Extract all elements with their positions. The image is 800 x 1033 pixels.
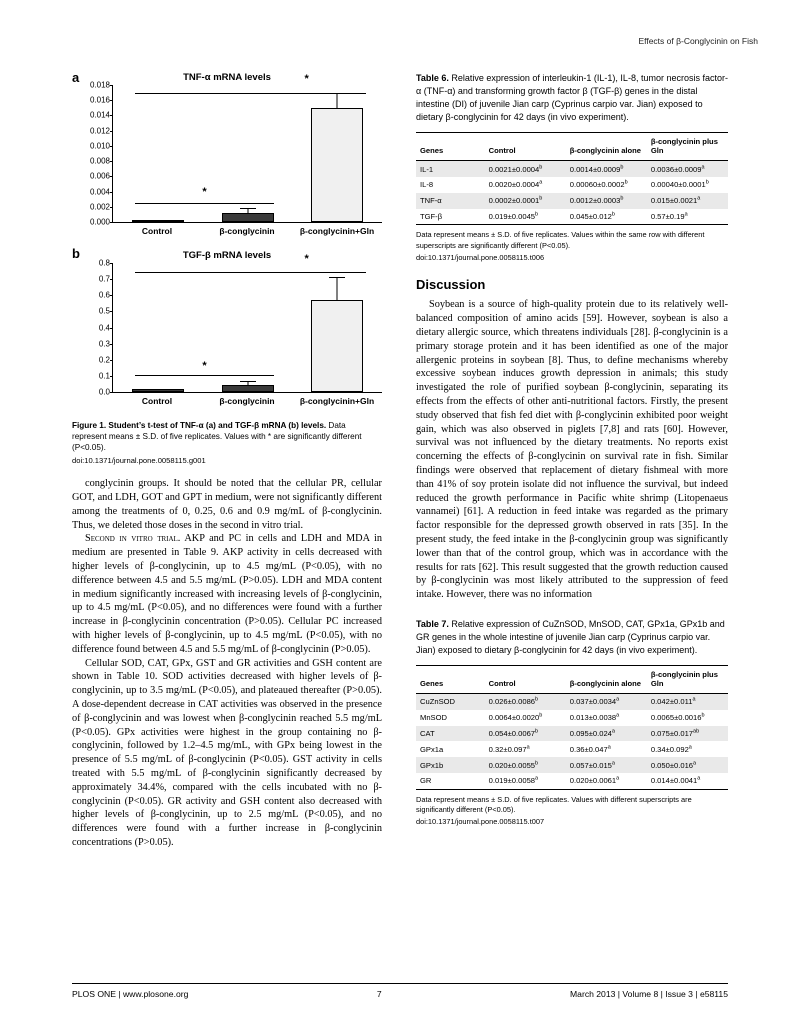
y-tick: 0.010: [89, 141, 110, 151]
table-row: [416, 757, 728, 773]
footer-issue: March 2013 | Volume 8 | Issue 3 | e58115: [570, 989, 728, 999]
significance-star: *: [202, 186, 207, 199]
table-6-label: Table 6.: [416, 73, 449, 83]
cell-value: 0.0014±0.0009$^b$: [566, 161, 647, 177]
bar-conglycinin: [222, 213, 274, 222]
cell-gene: GPx1b: [416, 757, 485, 773]
chart-b-bars: [113, 263, 382, 392]
y-tick: 0.0: [98, 387, 110, 397]
cell-value: 0.013±0.0038$^a$: [569, 712, 620, 723]
significance-bar: [135, 93, 366, 94]
y-tick: 0.016: [89, 95, 110, 105]
cell-value: 0.019±0.0045$^b$: [485, 209, 566, 225]
figure-panel-b: [72, 246, 382, 406]
y-tick: 0.014: [89, 110, 110, 120]
y-tick: 0.000: [89, 217, 110, 227]
significance-bar: [135, 375, 275, 376]
cell-gene: IL-8: [420, 180, 434, 190]
chart-a-x-labels: [112, 226, 382, 236]
col-control: Control: [485, 133, 566, 161]
cell-value: 0.57±0.19$^a$: [647, 209, 728, 225]
col-conglycinin-gln: β-conglycinin plus Gln: [647, 133, 728, 161]
run-in-heading: Second in vitro trial.: [85, 533, 181, 545]
table-7-label: Table 7.: [416, 618, 449, 629]
panel-a-label: a: [72, 70, 80, 85]
paragraph: Soybean is a source of high-quality protein due to its relatively well-balanced composition of amino acids [59]. However, soybean is also a dietary allergic source, which threatens individuals [28]. β-conglycinin is a primary storage protein and it has been identified as one of the major allergenic proteins in soybean [8]. Thus, to define mechanisms whereby excessive soybean induces growth depression in animals; this study investigated the role of purified soybean β-conglycinin, separating its effects from the effects of other anti-nutritional factors. Firstly, the present study observed that fish fed diet with β-conglycinin exhibited poor weight gain, which was also observed in piglets [7,8] and rats [60]. However, survival was not influenced by the dietary treatments. No reports exist concerning the effects of β-conglycinin on survival rate in fish. Similar findings were observed that replacement of dietary fishmeal with more than 41% of soy protein isolate did not influence the survival, but indeed reduced the growth performance in Pacific white shrimp (Litopenaeus vannamei) [61]. A reduction in feed intake was regarded as the primary factor responsible for the depressed growth observed in rats [35]. In the present study, the feed intake in the β-conglycinin group was significantly lower than that of the control group, which was in accordance with the results for rats [62]. This result suggested that the growth reduction caused by β-conglycinin was most likely attributed to the suppression of feed intake. However, there was no information: [416, 299, 728, 601]
cell-gene: IL-1: [416, 161, 485, 177]
cell-value: 0.014±0.0041$^a$: [647, 773, 728, 789]
x-label: β-conglycinin+Gln: [299, 226, 375, 236]
cell-value: 0.32±0.097$^a$: [488, 744, 530, 754]
cell-gene: TNF-α: [416, 193, 485, 209]
y-tick: 0.008: [89, 156, 110, 166]
x-label: β-conglycinin: [219, 396, 275, 406]
cell-value: 0.0020±0.0004$^a$: [488, 179, 543, 190]
footer-journal: PLOS ONE | www.plosone.org: [72, 989, 189, 999]
running-head: Effects of β-Conglycinin on Fish: [638, 36, 758, 46]
table-6-note: Data represent means ± S.D. of five replicates. Values within the same row with different superscripts are significantly different (P<0.05).: [416, 230, 705, 250]
y-tick: 0.8: [98, 258, 110, 268]
cell-gene: CAT: [416, 726, 485, 742]
left-column: [72, 72, 382, 850]
table-7-note: Data represent means ± S.D. of five replicates. Values with different superscripts are significantly different (P<0.05).: [416, 794, 692, 815]
cell-value: 0.042±0.011$^a$: [647, 694, 728, 710]
cell-value: 0.037±0.0034$^a$: [566, 694, 647, 710]
table-6-caption: [416, 72, 728, 124]
bar-control: [132, 389, 184, 392]
chart-b-title: TGF-β mRNA levels: [182, 250, 272, 261]
figure-caption-bold: Figure 1. Student’s t-test of TNF-α (a) and TGF-β mRNA (b) levels.: [72, 421, 327, 430]
y-tick: 0.1: [98, 371, 110, 381]
table-row: [416, 726, 728, 742]
table-row: [416, 773, 728, 789]
y-tick: 0.2: [98, 355, 110, 365]
y-tick: 0.5: [98, 306, 110, 316]
page-number: 7: [376, 989, 382, 999]
table-7: [416, 618, 728, 828]
cell-value: 0.054±0.0067$^b$: [485, 726, 566, 742]
table-7-caption-text: Relative expression of CuZnSOD, MnSOD, CAT, GPx1a, GPx1b and GR genes in the whole intestine of juvenile Jian carp (Cyprinus carpio var. Jian) exposed to dietary β-conglycinin for 42 days (in vivo experiment).: [416, 618, 725, 656]
table-row: [416, 177, 728, 193]
cell-value: 0.34±0.092$^a$: [650, 744, 692, 754]
significance-bar: [135, 203, 275, 204]
bar-slot: [113, 263, 203, 392]
bar-control: [132, 220, 184, 222]
paragraph: [72, 532, 382, 656]
table-row: [416, 710, 728, 726]
figure-panel-a: [72, 72, 382, 236]
table-row: [416, 741, 728, 757]
cell-value: 0.0064±0.0020$^b$: [488, 712, 543, 723]
figure-doi: doi:10.1371/journal.pone.0058115.g001: [72, 456, 206, 466]
col-conglycinin-gln: β-conglycinin plus Gln: [647, 666, 728, 694]
cell-value: 0.020±0.0061$^a$: [566, 773, 647, 789]
table-row: [416, 193, 728, 209]
col-control: Control: [485, 666, 566, 694]
cell-value: 0.0036±0.0009$^a$: [647, 161, 728, 177]
table-header-row: [416, 133, 728, 161]
cell-value: 0.36±0.047$^a$: [569, 744, 611, 754]
chart-a-title: TNF-α mRNA levels: [183, 72, 271, 83]
cell-gene: GPx1a: [420, 744, 444, 754]
col-conglycinin-alone: β-conglycinin alone: [566, 133, 647, 161]
table-7-caption: [416, 618, 728, 657]
cell-value: 0.095±0.024$^a$: [566, 726, 647, 742]
cell-value: 0.075±0.017$^{ab}$: [647, 726, 728, 742]
cell-value: 0.00060±0.0002$^b$: [569, 179, 628, 190]
col-conglycinin-alone: β-conglycinin alone: [566, 666, 647, 694]
discussion-section: [416, 277, 728, 602]
cell-gene: TGF-β: [416, 209, 485, 225]
significance-bar: [135, 272, 366, 273]
y-tick: 0.012: [89, 126, 110, 136]
figure-caption: [72, 420, 382, 453]
cell-value: 0.020±0.0055$^b$: [485, 757, 566, 773]
table-header-row: [416, 666, 728, 694]
table-row: [416, 161, 728, 177]
panel-b-label: b: [72, 246, 80, 261]
y-tick: 0.004: [89, 187, 110, 197]
cell-value: 0.0021±0.0004$^b$: [485, 161, 566, 177]
cell-value: 0.0002±0.0001$^b$: [485, 193, 566, 209]
significance-star: *: [304, 252, 309, 265]
cell-gene: CuZnSOD: [416, 694, 485, 710]
chart-a-bars: [113, 85, 382, 222]
y-tick: 0.4: [98, 323, 110, 332]
cell-value: 0.00040±0.0001$^b$: [650, 179, 709, 190]
y-tick: 0.3: [98, 339, 110, 349]
col-genes: Genes: [416, 133, 485, 161]
bar-conglycinin: [222, 385, 274, 392]
y-tick: 0.006: [89, 171, 110, 181]
bar-conglycinin-gln: [311, 108, 363, 222]
right-column: [416, 72, 728, 828]
table-row: [416, 694, 728, 710]
table-7-grid: [416, 665, 728, 790]
y-tick: 0.7: [98, 274, 110, 284]
x-label: Control: [141, 226, 173, 236]
table-6-grid: [416, 132, 728, 225]
chart-b-x-labels: [112, 396, 382, 406]
discussion-heading: Discussion: [416, 277, 486, 293]
cell-value: 0.050±0.016$^a$: [647, 757, 728, 773]
paragraph: conglycinin groups. It should be noted that the cellular PR, cellular GOT, and LDH, GOT and GPT in medium, were not significantly different among the treatments of 0, 0.25, 0.6 and 0.9 mg/mL of β-conglycinin. Thus, we deleted those doses in the second in vitro trial.: [72, 478, 382, 531]
bar-slot: [113, 85, 203, 222]
paragraph: Cellular SOD, CAT, GPx, GST and GR activities and GSH content are shown in Table 10. SOD activities decreased with higher levels of β-conglycinin, up to 3.5 mg/mL (P<0.05), and plateaued thereafter (P>0.05). A dose-dependent decrease in CAT activities was observed in the presence of β-conglycinin and was lowest when β-conglycinin reached 5.5 mg/mL (P<0.05). GPx activities were highest in the group containing no β-conglycinin, followed by 1.2–4.5 mg/mL, with GPx being lowest in the presence of 5.5 mg/mL of β-conglycinin (P<0.05). GST activity in cells treated with 5.5 mg/mL of β-conglycinin significantly decreased by approximately 34.4%, compared with the cells incubated with no β-conglycinin (P<0.05). GR activity and GSH content also decreased with higher levels of β-conglycinin, up to 2.5 mg/mL (P<0.05), and no differences were found with a further increase in β-conglycinin concentrations (P>0.05).: [72, 657, 382, 848]
table-7-doi: doi:10.1371/journal.pone.0058115.t007: [416, 817, 545, 827]
bar-conglycinin-gln: [311, 300, 363, 392]
cell-value: 0.026±0.0086$^b$: [485, 694, 566, 710]
col-genes: Genes: [416, 666, 485, 694]
x-label: Control: [141, 396, 173, 406]
x-label: β-conglycinin: [219, 226, 275, 236]
y-tick: 0.6: [98, 290, 110, 300]
cell-gene: GR: [416, 773, 485, 789]
table-6-caption-text: Relative expression of interleukin-1 (IL-1), IL-8, tumor necrosis factor-α (TNF-α) and transforming growth factor β (TGF-β) genes in the distal intestine (DI) of juvenile Jian carp (Cyprinus carpio var. Jian) exposed to dietary β-conglycinin for 42 days (in vivo experiment).: [416, 73, 728, 123]
cell-value: 0.045±0.012$^b$: [566, 209, 647, 225]
paragraph-text: AKP and PC in cells and LDH and MDA in medium are presented in Table 9. AKP activity in cells decreased with higher levels of β-conglycinin, up to 4.5 mg/mL (P<0.05), with no difference between 4.5 and 5.5 mg/mL (P>0.05). LDH and MDA content in medium significantly increased with increasing levels of β-conglycinin, up to 4.5 mg/mL (P<0.05), and no differences were found with a further increase in β-conglycinin concentration (P>0.05). Cellular PC increased with higher levels of β-conglycinin, up to 4.5 mg/mL (P<0.05), with no difference found between 4.5 and 5.5 mg/mL of β-conglycinin (P>0.05).: [72, 533, 382, 655]
table-6-doi: doi:10.1371/journal.pone.0058115.t006: [416, 253, 545, 263]
y-tick: 0.018: [89, 80, 110, 90]
cell-value: 0.0012±0.0003$^b$: [566, 193, 647, 209]
significance-star: *: [304, 72, 309, 85]
figure-caption-text: Data represent means ± S.D. of five replicates. Values with * are significantly different (P<0.05).: [72, 421, 362, 453]
cell-gene: MnSOD: [420, 713, 448, 723]
y-tick: 0.002: [89, 202, 110, 212]
cell-value: 0.015±0.0021$^a$: [647, 193, 728, 209]
table-6: [416, 72, 728, 263]
table-row: [416, 209, 728, 225]
significance-star: *: [202, 359, 207, 372]
bar-slot: [203, 263, 293, 392]
bar-slot: [203, 85, 293, 222]
x-label: β-conglycinin+Gln: [299, 396, 375, 406]
bar-slot: [292, 85, 382, 222]
cell-value: 0.057±0.015$^a$: [566, 757, 647, 773]
cell-value: 0.019±0.0058$^a$: [485, 773, 566, 789]
bar-slot: [292, 263, 382, 392]
cell-value: 0.0065±0.0016$^b$: [650, 712, 705, 723]
page-footer: [72, 983, 728, 999]
